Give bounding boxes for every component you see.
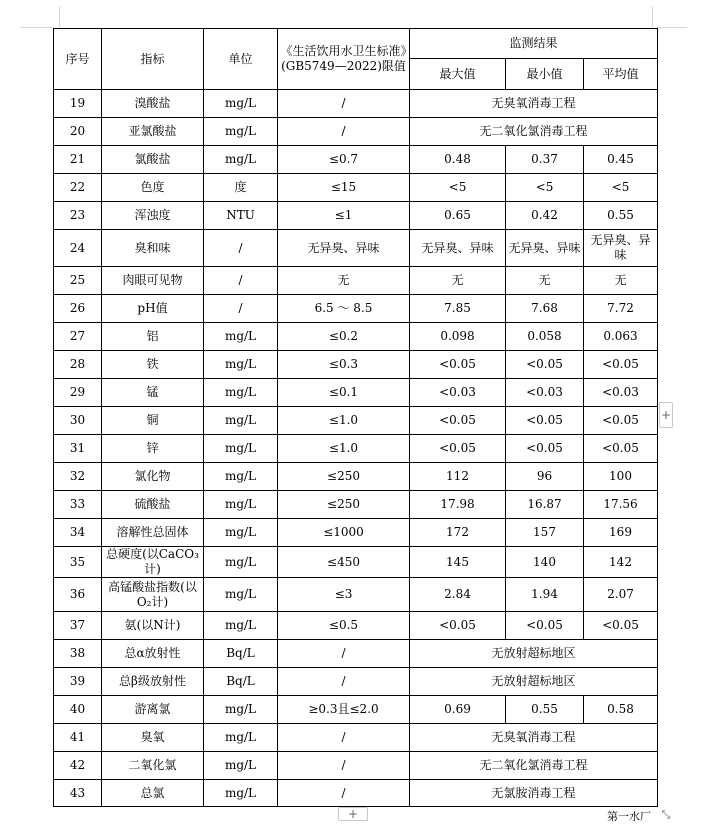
cell-min: <0.05 <box>506 351 584 379</box>
cell-seq: 39 <box>54 668 102 696</box>
footer-plant-name: 第一水厂 <box>607 810 651 823</box>
cell-max: 0.65 <box>410 202 506 230</box>
table-row <box>54 612 658 640</box>
cell-max: 无 <box>410 267 506 295</box>
cell-avg: 0.58 <box>584 696 658 724</box>
cell-result-note: 无放射超标地区 <box>410 668 658 696</box>
cell-max: 0.48 <box>410 146 506 174</box>
page-margin-guide <box>657 27 687 28</box>
cell-avg: 无 <box>584 267 658 295</box>
cell-indicator: 氯化物 <box>102 463 204 491</box>
cell-min: <5 <box>506 174 584 202</box>
cell-indicator: 肉眼可见物 <box>102 267 204 295</box>
cell-indicator: 臭氧 <box>102 724 204 752</box>
cell-limit: ≥0.3且≤2.0 <box>278 696 410 724</box>
cell-limit: ≤3 <box>278 578 410 612</box>
cell-result-note: 无氯胺消毒工程 <box>410 780 658 807</box>
cell-seq: 19 <box>54 90 102 118</box>
cell-limit: / <box>278 780 410 807</box>
cell-max: <0.05 <box>410 612 506 640</box>
header-max: 最大值 <box>410 59 506 90</box>
cell-indicator: 总氯 <box>102 780 204 807</box>
cell-avg: <0.05 <box>584 407 658 435</box>
cell-indicator: 总β级放射性 <box>102 668 204 696</box>
cell-seq: 33 <box>54 491 102 519</box>
header-min: 最小值 <box>506 59 584 90</box>
cell-limit: 6.5 ～ 8.5 <box>278 295 410 323</box>
table-row <box>54 174 658 202</box>
header-avg: 平均值 <box>584 59 658 90</box>
cell-unit: mg/L <box>204 724 278 752</box>
cell-indicator: 铜 <box>102 407 204 435</box>
cell-unit: Bq/L <box>204 668 278 696</box>
cell-min: <0.05 <box>506 612 584 640</box>
cell-indicator: 锌 <box>102 435 204 463</box>
table-row <box>54 752 658 780</box>
cell-min: <0.05 <box>506 407 584 435</box>
cell-result-note: 无二氧化氯消毒工程 <box>410 118 658 146</box>
cell-limit: ≤0.3 <box>278 351 410 379</box>
cell-unit: NTU <box>204 202 278 230</box>
cell-unit: mg/L <box>204 90 278 118</box>
table-row <box>54 351 658 379</box>
cell-min: <0.03 <box>506 379 584 407</box>
cell-avg: 0.063 <box>584 323 658 351</box>
cell-min: 0.42 <box>506 202 584 230</box>
cell-seq: 23 <box>54 202 102 230</box>
table-row <box>54 202 658 230</box>
cell-indicator: 硫酸盐 <box>102 491 204 519</box>
table-row <box>54 267 658 295</box>
header-results: 监测结果 <box>410 29 658 59</box>
table-row <box>54 295 658 323</box>
cell-seq: 29 <box>54 379 102 407</box>
cell-unit: mg/L <box>204 118 278 146</box>
cell-unit: mg/L <box>204 351 278 379</box>
cell-seq: 38 <box>54 640 102 668</box>
page-margin-guide <box>652 6 653 28</box>
cell-avg: 2.07 <box>584 578 658 612</box>
header-indicator: 指标 <box>102 29 204 90</box>
cell-avg: 100 <box>584 463 658 491</box>
header-seq: 序号 <box>54 29 102 90</box>
cell-seq: 20 <box>54 118 102 146</box>
cell-min: 16.87 <box>506 491 584 519</box>
table-row <box>54 379 658 407</box>
header-unit: 单位 <box>204 29 278 90</box>
cell-limit: ≤0.5 <box>278 612 410 640</box>
cell-unit: mg/L <box>204 435 278 463</box>
cell-unit: / <box>204 267 278 295</box>
header-row <box>54 29 658 59</box>
page-margin-guide <box>59 6 60 28</box>
cell-max: 112 <box>410 463 506 491</box>
cell-avg: 0.55 <box>584 202 658 230</box>
cell-unit: mg/L <box>204 519 278 547</box>
cell-max: 145 <box>410 547 506 578</box>
cell-indicator: 总硬度(以CaCO₃计) <box>102 547 204 578</box>
cell-seq: 21 <box>54 146 102 174</box>
cell-indicator: 溶解性总固体 <box>102 519 204 547</box>
table-row <box>54 118 658 146</box>
cell-seq: 35 <box>54 547 102 578</box>
table-row <box>54 547 658 578</box>
cell-avg: <5 <box>584 174 658 202</box>
cell-max: <0.05 <box>410 407 506 435</box>
cell-max: <5 <box>410 174 506 202</box>
table-row <box>54 146 658 174</box>
cell-indicator: 臭和味 <box>102 230 204 267</box>
cell-max: <0.05 <box>410 351 506 379</box>
cell-seq: 40 <box>54 696 102 724</box>
cell-seq: 41 <box>54 724 102 752</box>
cell-indicator: pH值 <box>102 295 204 323</box>
cell-unit: / <box>204 295 278 323</box>
cell-limit: ≤1000 <box>278 519 410 547</box>
cell-seq: 24 <box>54 230 102 267</box>
table-row <box>54 780 658 807</box>
cell-unit: mg/L <box>204 379 278 407</box>
cell-max: <0.05 <box>410 435 506 463</box>
cell-min: 0.55 <box>506 696 584 724</box>
table-row <box>54 407 658 435</box>
cell-min: 96 <box>506 463 584 491</box>
cell-seq: 42 <box>54 752 102 780</box>
table-row <box>54 519 658 547</box>
cell-min: 无 <box>506 267 584 295</box>
page-margin-guide <box>20 27 53 28</box>
cell-unit: mg/L <box>204 696 278 724</box>
cell-seq: 36 <box>54 578 102 612</box>
cell-min: 157 <box>506 519 584 547</box>
cell-avg: <0.05 <box>584 435 658 463</box>
cell-avg: 无异臭、异味 <box>584 230 658 267</box>
cell-indicator: 氯酸盐 <box>102 146 204 174</box>
table-row <box>54 578 658 612</box>
cell-max: 2.84 <box>410 578 506 612</box>
cell-limit: ≤1.0 <box>278 407 410 435</box>
cell-limit: / <box>278 90 410 118</box>
cell-limit: ≤0.1 <box>278 379 410 407</box>
cell-indicator: 总α放射性 <box>102 640 204 668</box>
table-row <box>54 696 658 724</box>
cell-indicator: 二氧化氯 <box>102 752 204 780</box>
cell-unit: 度 <box>204 174 278 202</box>
cell-min: 140 <box>506 547 584 578</box>
cell-min: 1.94 <box>506 578 584 612</box>
cell-unit: mg/L <box>204 547 278 578</box>
cell-unit: mg/L <box>204 146 278 174</box>
table-row <box>54 668 658 696</box>
cell-limit: ≤15 <box>278 174 410 202</box>
cell-seq: 37 <box>54 612 102 640</box>
cell-unit: mg/L <box>204 752 278 780</box>
cell-min: 0.37 <box>506 146 584 174</box>
cell-limit: ≤1.0 <box>278 435 410 463</box>
cell-limit: ≤0.2 <box>278 323 410 351</box>
cell-max: 0.098 <box>410 323 506 351</box>
cell-indicator: 铁 <box>102 351 204 379</box>
cell-limit: ≤1 <box>278 202 410 230</box>
table-row <box>54 491 658 519</box>
cell-avg: <0.05 <box>584 612 658 640</box>
cell-seq: 34 <box>54 519 102 547</box>
table-row <box>54 640 658 668</box>
table-resize-handle[interactable]: ⤡ <box>658 807 674 823</box>
cell-avg: <0.05 <box>584 351 658 379</box>
cell-max: 7.85 <box>410 295 506 323</box>
cell-seq: 25 <box>54 267 102 295</box>
cell-result-note: 无二氧化氯消毒工程 <box>410 752 658 780</box>
cell-indicator: 氨(以N计) <box>102 612 204 640</box>
table-row <box>54 230 658 267</box>
cell-limit: 无 <box>278 267 410 295</box>
cell-limit: ≤450 <box>278 547 410 578</box>
cell-seq: 22 <box>54 174 102 202</box>
table-row <box>54 435 658 463</box>
cell-avg: <0.03 <box>584 379 658 407</box>
cell-indicator: 高锰酸盐指数(以O₂计) <box>102 578 204 612</box>
cell-max: 17.98 <box>410 491 506 519</box>
cell-min: <0.05 <box>506 435 584 463</box>
cell-indicator: 溴酸盐 <box>102 90 204 118</box>
cell-min: 7.68 <box>506 295 584 323</box>
cell-min: 0.058 <box>506 323 584 351</box>
cell-unit: mg/L <box>204 407 278 435</box>
table-row <box>54 463 658 491</box>
cell-limit: / <box>278 752 410 780</box>
cell-indicator: 浑浊度 <box>102 202 204 230</box>
cell-unit: mg/L <box>204 491 278 519</box>
cell-indicator: 锰 <box>102 379 204 407</box>
cell-unit: / <box>204 230 278 267</box>
cell-limit: 无异臭、异味 <box>278 230 410 267</box>
cell-avg: 7.72 <box>584 295 658 323</box>
cell-unit: mg/L <box>204 463 278 491</box>
cell-limit: / <box>278 724 410 752</box>
cell-indicator: 亚氯酸盐 <box>102 118 204 146</box>
cell-avg: 142 <box>584 547 658 578</box>
header-standard-limit: 《生活饮用水卫生标准》(GB5749—2022)限值 <box>278 29 410 90</box>
add-column-button[interactable]: + <box>338 807 368 821</box>
cell-seq: 26 <box>54 295 102 323</box>
cell-min: 无异臭、异味 <box>506 230 584 267</box>
cell-seq: 30 <box>54 407 102 435</box>
cell-seq: 32 <box>54 463 102 491</box>
cell-avg: 169 <box>584 519 658 547</box>
cell-unit: mg/L <box>204 323 278 351</box>
cell-unit: mg/L <box>204 780 278 807</box>
cell-avg: 0.45 <box>584 146 658 174</box>
cell-unit: Bq/L <box>204 640 278 668</box>
cell-avg: 17.56 <box>584 491 658 519</box>
cell-limit: / <box>278 640 410 668</box>
cell-seq: 43 <box>54 780 102 807</box>
table-row <box>54 323 658 351</box>
cell-indicator: 铝 <box>102 323 204 351</box>
cell-result-note: 无放射超标地区 <box>410 640 658 668</box>
add-row-button[interactable]: + <box>659 402 673 428</box>
cell-result-note: 无臭氧消毒工程 <box>410 724 658 752</box>
cell-limit: ≤250 <box>278 463 410 491</box>
cell-max: 0.69 <box>410 696 506 724</box>
cell-limit: ≤250 <box>278 491 410 519</box>
cell-max: 无异臭、异味 <box>410 230 506 267</box>
cell-max: 172 <box>410 519 506 547</box>
cell-limit: / <box>278 118 410 146</box>
cell-indicator: 游离氯 <box>102 696 204 724</box>
water-quality-table <box>53 28 658 807</box>
table-row <box>54 90 658 118</box>
table-row <box>54 724 658 752</box>
cell-result-note: 无臭氧消毒工程 <box>410 90 658 118</box>
cell-limit: ≤0.7 <box>278 146 410 174</box>
cell-seq: 31 <box>54 435 102 463</box>
cell-unit: mg/L <box>204 578 278 612</box>
cell-unit: mg/L <box>204 612 278 640</box>
cell-limit: / <box>278 668 410 696</box>
cell-seq: 27 <box>54 323 102 351</box>
cell-max: <0.03 <box>410 379 506 407</box>
cell-seq: 28 <box>54 351 102 379</box>
cell-indicator: 色度 <box>102 174 204 202</box>
